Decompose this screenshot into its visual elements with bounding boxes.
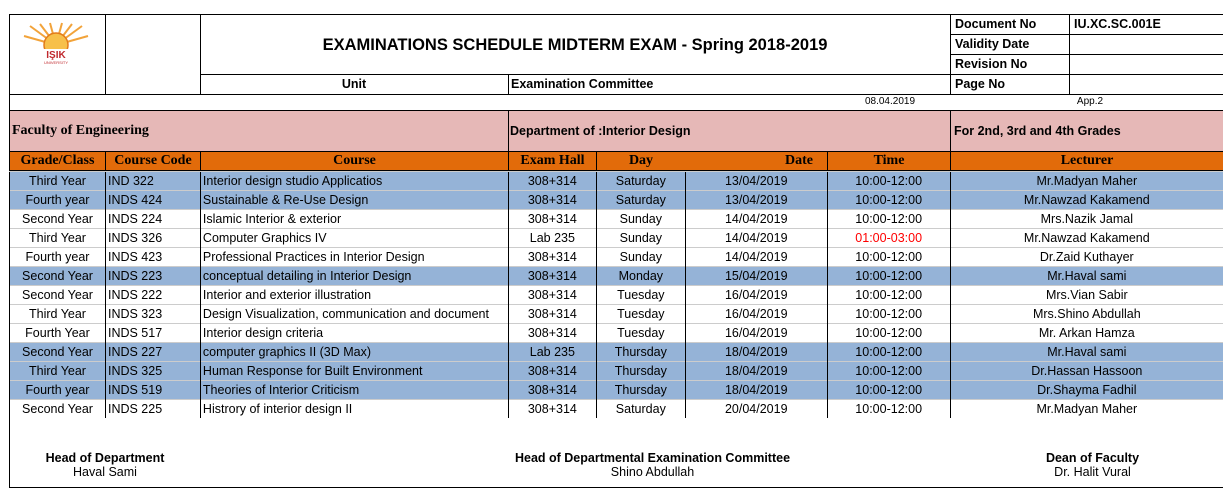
lecturer-cell: Mr.Nawzad Kakamend [950,229,1223,248]
course-code-cell: INDS 227 [105,343,200,362]
col-exam-hall: Exam Hall [508,152,596,170]
col-grade: Grade/Class [20,153,95,168]
time-cell: 10:00-12:00 [827,305,950,324]
signature-role: Head of Department [45,451,165,465]
table-row [10,172,1223,191]
date-cell: 18/04/2019 [685,343,827,362]
course-name-cell: conceptual detailing in Interior Design [200,267,508,286]
date-cell: 16/04/2019 [685,305,827,324]
time-cell: 10:00-12:00 [827,191,950,210]
exam-hall-cell: Lab 235 [508,343,596,362]
col-course-code: Course Code [105,152,200,170]
table-row [10,305,1223,324]
grade-cell: Second Year [10,267,106,286]
day-cell: Tuesday [596,324,685,343]
exam-hall-cell: 308+314 [508,191,596,210]
exam-hall-cell: 308+314 [508,172,596,191]
course-name-cell: Interior and exterior illustration [200,286,508,305]
lecturer-cell: Mr. Arkan Hamza [950,324,1223,343]
grade-cell: Third Year [10,229,106,248]
course-code-cell: INDS 222 [105,286,200,305]
signature-dean [980,451,1205,479]
time-cell: 10:00-12:00 [827,381,950,400]
course-code-cell: INDS 323 [105,305,200,324]
grade-cell: Second Year [10,286,106,305]
day-cell: Saturday [596,400,685,419]
time-cell: 10:00-12:00 [827,248,950,267]
table-row [10,362,1223,381]
course-code-cell: INDS 326 [105,229,200,248]
date-cell: 18/04/2019 [685,362,827,381]
svg-text:UNIVERSITY: UNIVERSITY [43,60,69,65]
exam-hall-cell: Lab 235 [508,229,596,248]
time-cell: 10:00-12:00 [827,400,950,419]
faculty-name: Faculty of Engineering [12,123,149,138]
grade-cell: Third Year [10,362,106,381]
col-course: Course [200,152,508,170]
exam-hall-cell: 308+314 [508,210,596,229]
signature-head-of-department [10,451,200,479]
col-lecturer: Lecturer [950,152,1223,170]
table-row [10,286,1223,305]
table-row [10,210,1223,229]
course-name-cell: Professional Practices in Interior Design [200,248,508,267]
day-cell: Tuesday [596,286,685,305]
signature-name: Shino Abdullah [610,465,695,479]
meta-label-revision-no: Revision No [955,57,1028,71]
course-name-cell: Histrory of interior design II [200,400,508,419]
divider [9,94,1223,95]
date-cell: 13/04/2019 [685,191,827,210]
lecturer-cell: Mrs.Nazik Jamal [950,210,1223,229]
svg-text:IŞIK: IŞIK [46,50,66,61]
time-cell: 10:00-12:00 [827,343,950,362]
signature-name: Haval Sami [73,465,137,479]
lecturer-cell: Dr.Hassan Hassoon [950,362,1223,381]
time-cell: 10:00-12:00 [827,210,950,229]
table-row [10,324,1223,343]
divider [950,110,951,151]
meta-value-validity-date [1070,34,1223,54]
meta-label-page-no: Page No [955,77,1006,91]
grade-cell: Third Year [10,172,106,191]
course-name-cell: Design Visualization, communication and document [200,305,508,324]
meta-value-document-no: IU.XC.SC.001E [1074,17,1161,31]
exam-hall-cell: 308+314 [508,305,596,324]
day-cell: Saturday [596,191,685,210]
exam-hall-cell: 308+314 [508,267,596,286]
exam-hall-cell: 308+314 [508,381,596,400]
divider [9,110,1223,111]
course-code-cell: INDS 423 [105,248,200,267]
divider [105,14,106,94]
date-cell: 14/04/2019 [685,248,827,267]
exam-hall-cell: 308+314 [508,286,596,305]
date-cell: 14/04/2019 [685,229,827,248]
day-cell: Monday [596,267,685,286]
meta-value-revision-no [1070,54,1223,74]
lecturer-cell: Mr.Madyan Maher [950,172,1223,191]
lecturer-cell: Mr.Haval sami [950,267,1223,286]
unit-value: Examination Committee [511,77,654,91]
date-cell: 16/04/2019 [685,324,827,343]
day-cell: Thursday [596,362,685,381]
time-cell: 10:00-12:00 [827,286,950,305]
course-name-cell: computer graphics II (3D Max) [200,343,508,362]
issue-date: 08.04.2019 [864,96,916,107]
time-cell: 10:00-12:00 [827,267,950,286]
exam-hall-cell: 308+314 [508,400,596,419]
day-cell: Sunday [596,210,685,229]
time-cell: 10:00-12:00 [827,172,950,191]
time-cell: 10:00-12:00 [827,362,950,381]
table-row [10,381,1223,400]
course-code-cell: INDS 223 [105,267,200,286]
course-code-cell: INDS 519 [105,381,200,400]
appendix-label: App.2 [1076,96,1104,107]
grade-cell: Second Year [10,210,106,229]
lecturer-cell: Mrs.Shino Abdullah [950,305,1223,324]
table-row [10,229,1223,248]
frame-bottom [9,487,1223,488]
lecturer-cell: Mrs.Vian Sabir [950,286,1223,305]
table-row [10,343,1223,362]
table-row [10,400,1223,419]
table-row [10,191,1223,210]
course-code-cell: INDS 424 [105,191,200,210]
course-code-cell: INDS 224 [105,210,200,229]
signature-exam-committee-head [480,451,825,479]
day-cell: Sunday [596,229,685,248]
grade-cell: Fourth year [10,248,106,267]
date-cell: 15/04/2019 [685,267,827,286]
signature-role: Head of Departmental Examination Committee [514,451,791,465]
grade-cell: Third Year [10,305,106,324]
meta-label-validity-date: Validity Date [955,37,1030,51]
unit-label: Unit [341,77,367,91]
course-name-cell: Interior design studio Applicatios [200,172,508,191]
course-name-cell: Sustainable & Re-Use Design [200,191,508,210]
lecturer-cell: Mr.Nawzad Kakamend [950,191,1223,210]
day-cell: Thursday [596,381,685,400]
col-date: Date [785,153,813,168]
date-cell: 18/04/2019 [685,381,827,400]
date-cell: 20/04/2019 [685,400,827,419]
exam-hall-cell: 308+314 [508,362,596,381]
day-cell: Thursday [596,343,685,362]
date-cell: 16/04/2019 [685,286,827,305]
course-name-cell: Islamic Interior & exterior [200,210,508,229]
course-code-cell: INDS 517 [105,324,200,343]
table-row [10,248,1223,267]
divider [508,110,509,151]
date-cell: 13/04/2019 [685,172,827,191]
university-logo [16,22,96,68]
page-title: EXAMINATIONS SCHEDULE MIDTERM EXAM - Spring 2018-2019 [322,35,828,54]
course-name-cell: Theories of Interior Criticism [200,381,508,400]
schedule-table [9,171,1223,418]
grade-cell: Fourth year [10,381,106,400]
lecturer-cell: Dr.Shayma Fadhil [950,381,1223,400]
course-name-cell: Human Response for Built Environment [200,362,508,381]
signature-name: Dr. Halit Vural [1054,465,1131,479]
course-name-cell: Interior design criteria [200,324,508,343]
grade-cell: Fourth year [10,191,106,210]
course-code-cell: INDS 225 [105,400,200,419]
lecturer-cell: Dr.Zaid Kuthayer [950,248,1223,267]
col-time: Time [827,152,950,170]
day-cell: Saturday [596,172,685,191]
course-name-cell: Computer Graphics IV [200,229,508,248]
course-code-cell: INDS 325 [105,362,200,381]
exam-hall-cell: 308+314 [508,324,596,343]
lecturer-cell: Mr.Madyan Maher [950,400,1223,419]
signature-role: Dean of Faculty [1045,451,1140,465]
lecturer-cell: Mr.Haval sami [950,343,1223,362]
col-day: Day [596,152,685,170]
grades-label: For 2nd, 3rd and 4th Grades [954,124,1121,138]
meta-label-document-no: Document No [955,17,1037,31]
table-row [10,267,1223,286]
date-cell: 14/04/2019 [685,210,827,229]
exam-hall-cell: 308+314 [508,248,596,267]
course-code-cell: IND 322 [105,172,200,191]
grade-cell: Second Year [10,343,106,362]
department-name: Department of :Interior Design [510,124,691,138]
day-cell: Sunday [596,248,685,267]
grade-cell: Fourth Year [10,324,106,343]
day-cell: Tuesday [596,305,685,324]
grade-cell: Second Year [10,400,106,419]
time-cell: 01:00-03:00 [827,229,950,248]
time-cell: 10:00-12:00 [827,324,950,343]
meta-value-page-no [1070,74,1223,94]
